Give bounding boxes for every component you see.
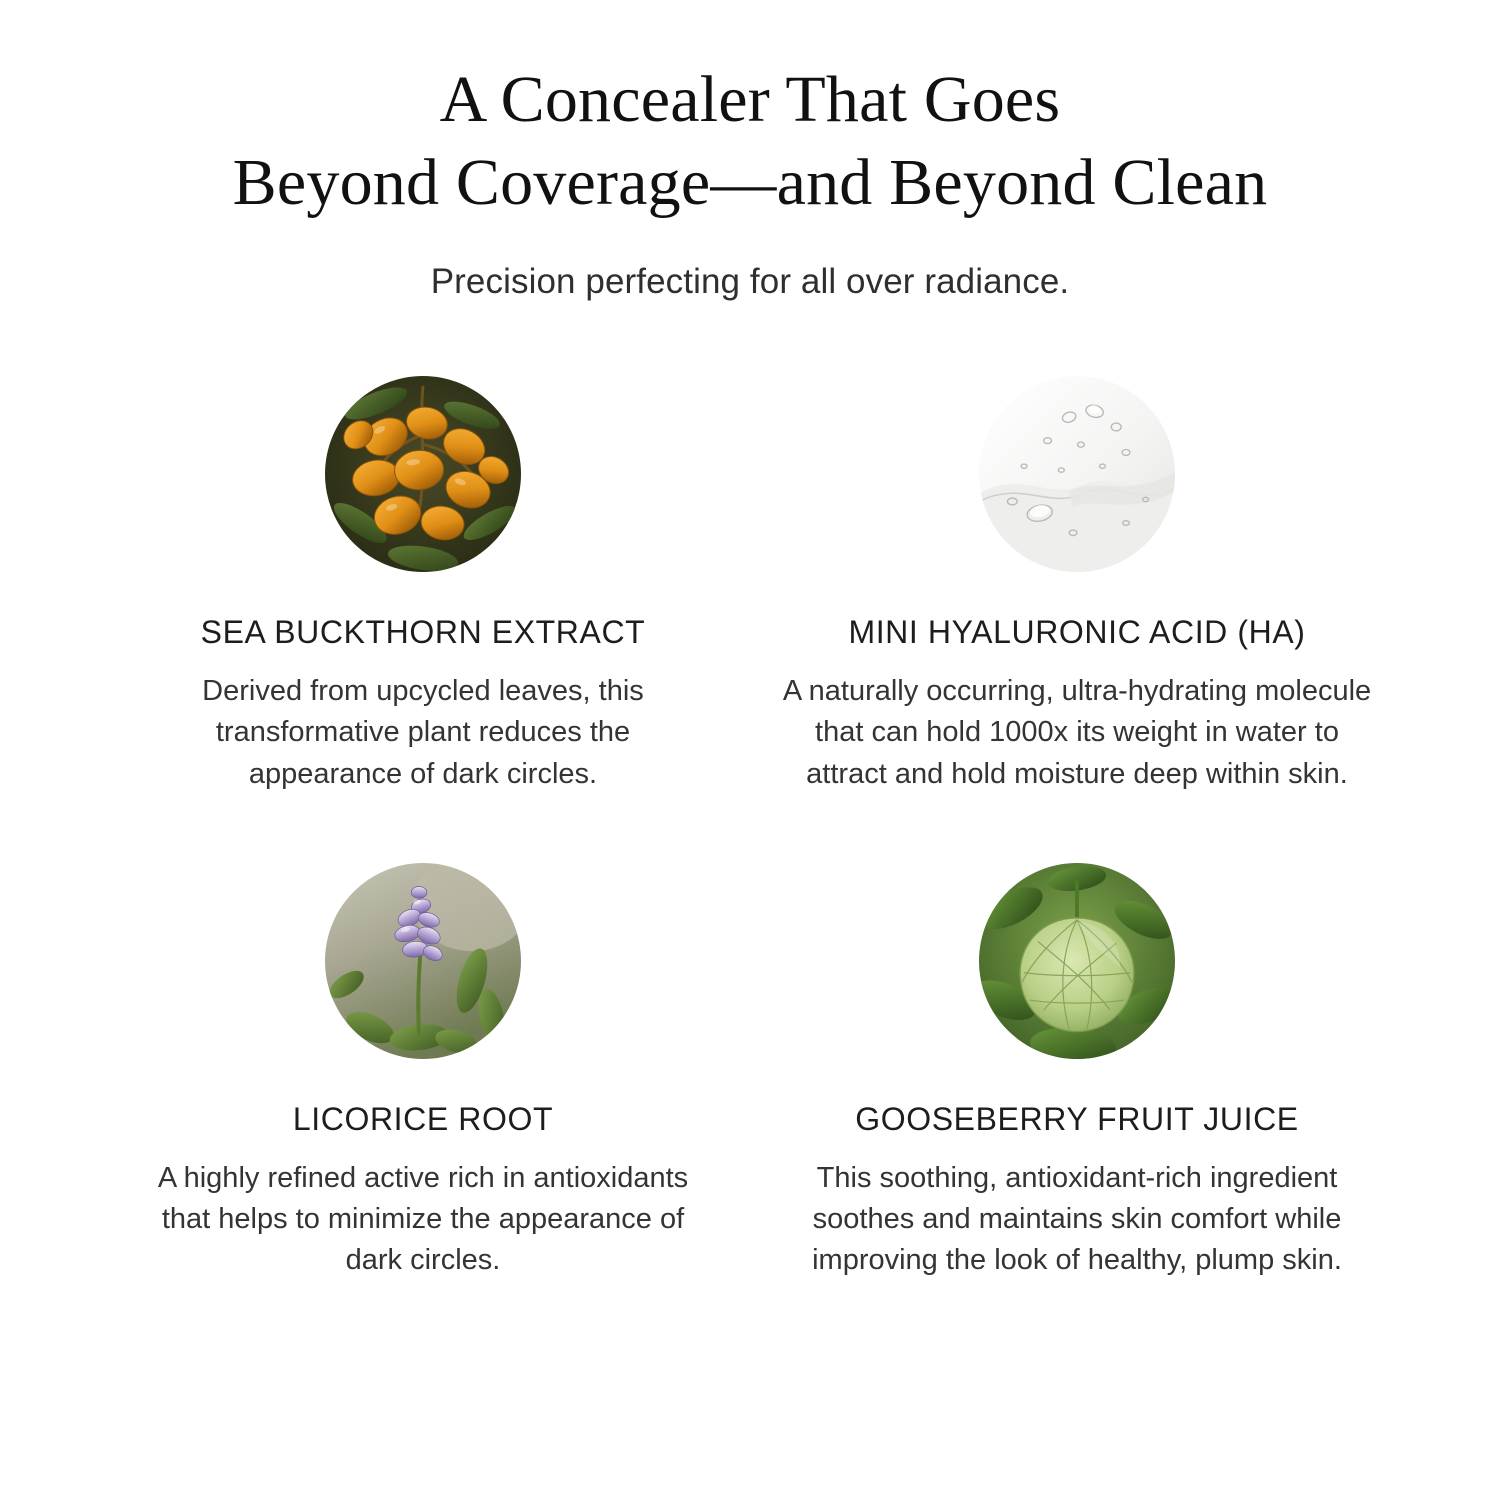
- page-title-line-2: Beyond Coverage—and Beyond Clean: [232, 146, 1268, 220]
- page-title: [170, 58, 1330, 224]
- page-subtitle: Precision perfecting for all over radiance.: [430, 262, 1070, 302]
- ingredient-title: GOOSEBERRY FRUIT JUICE: [855, 1100, 1299, 1137]
- ingredient-title: MINI HYALURONIC ACID (HA): [848, 614, 1306, 651]
- ingredient-card: [96, 863, 750, 1282]
- ingredient-title: SEA BUCKTHORN EXTRACT: [200, 614, 646, 651]
- ingredient-card: [96, 376, 750, 795]
- licorice-root-flower-photo: [325, 863, 521, 1059]
- gooseberry-fruit-photo: [979, 863, 1175, 1059]
- ingredient-description: Derived from upcycled leaves, this transformative plant reduces the appearance of dark circles.: [202, 675, 644, 790]
- page-header: [0, 0, 1500, 302]
- sea-buckthorn-berries-photo: [325, 376, 521, 572]
- ingredient-card: [750, 376, 1404, 795]
- ingredient-title: LICORICE ROOT: [292, 1100, 554, 1137]
- page-title-line-1: A Concealer That Goes: [439, 63, 1061, 136]
- ingredient-card: [750, 863, 1404, 1282]
- hyaluronic-acid-gel-texture-photo: [979, 376, 1175, 572]
- ingredient-description: This soothing, antioxidant-rich ingredient soothes and maintains skin comfort while improving the look of healthy, plump skin.: [812, 1161, 1342, 1277]
- ingredient-grid: [0, 376, 1500, 1281]
- ingredient-description: A highly refined active rich in antioxidants that helps to minimize the appearance of dark circles.: [157, 1161, 689, 1277]
- ingredient-description: A naturally occurring, ultra-hydrating molecule that can hold 1000x its weight in water to attract and hold moisture deep within skin.: [782, 675, 1372, 790]
